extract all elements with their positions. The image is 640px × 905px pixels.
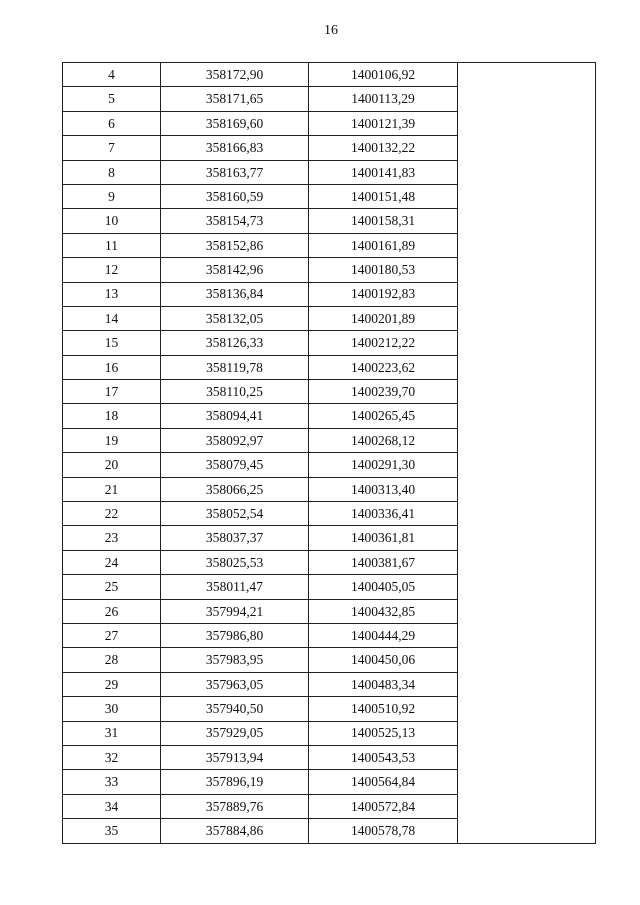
y-coordinate-cell: 1400313,40 [309,477,458,501]
x-coordinate-cell: 358066,25 [161,477,309,501]
y-coordinate-cell: 1400444,29 [309,623,458,647]
point-number-cell: 25 [63,575,161,599]
x-coordinate-cell: 358126,33 [161,331,309,355]
y-coordinate-cell: 1400151,48 [309,184,458,208]
x-coordinate-cell: 357884,86 [161,819,309,843]
coordinates-table [62,62,596,844]
point-number-cell: 12 [63,258,161,282]
point-number-cell: 29 [63,672,161,696]
x-coordinate-cell: 358119,78 [161,355,309,379]
x-coordinate-cell: 358142,96 [161,258,309,282]
x-coordinate-cell: 358136,84 [161,282,309,306]
point-number-cell: 17 [63,380,161,404]
x-coordinate-cell: 357929,05 [161,721,309,745]
y-coordinate-cell: 1400381,67 [309,550,458,574]
point-number-cell: 6 [63,111,161,135]
x-coordinate-cell: 358052,54 [161,502,309,526]
y-coordinate-cell: 1400212,22 [309,331,458,355]
x-coordinate-cell: 358110,25 [161,380,309,404]
x-coordinate-cell: 357994,21 [161,599,309,623]
point-number-cell: 20 [63,453,161,477]
x-coordinate-cell: 358172,90 [161,63,309,87]
y-coordinate-cell: 1400239,70 [309,380,458,404]
y-coordinate-cell: 1400525,13 [309,721,458,745]
y-coordinate-cell: 1400564,84 [309,770,458,794]
x-coordinate-cell: 358163,77 [161,160,309,184]
x-coordinate-cell: 358152,86 [161,233,309,257]
point-number-cell: 9 [63,184,161,208]
x-coordinate-cell: 358037,37 [161,526,309,550]
point-number-cell: 34 [63,794,161,818]
y-coordinate-cell: 1400483,34 [309,672,458,696]
y-coordinate-cell: 1400432,85 [309,599,458,623]
x-coordinate-cell: 357940,50 [161,697,309,721]
page-number: 16 [324,23,338,38]
x-coordinate-cell: 358169,60 [161,111,309,135]
point-number-cell: 30 [63,697,161,721]
y-coordinate-cell: 1400192,83 [309,282,458,306]
point-number-cell: 22 [63,502,161,526]
point-number-cell: 32 [63,745,161,769]
point-number-cell: 28 [63,648,161,672]
point-number-cell: 14 [63,306,161,330]
x-coordinate-cell: 358094,41 [161,404,309,428]
point-number-cell: 15 [63,331,161,355]
x-coordinate-cell: 358025,53 [161,550,309,574]
x-coordinate-cell: 358011,47 [161,575,309,599]
point-number-cell: 10 [63,209,161,233]
point-number-cell: 19 [63,428,161,452]
table-row [63,63,596,87]
y-coordinate-cell: 1400106,92 [309,63,458,87]
point-number-cell: 24 [63,550,161,574]
point-number-cell: 26 [63,599,161,623]
point-number-cell: 31 [63,721,161,745]
x-coordinate-cell: 358092,97 [161,428,309,452]
y-coordinate-cell: 1400121,39 [309,111,458,135]
point-number-cell: 8 [63,160,161,184]
y-coordinate-cell: 1400113,29 [309,87,458,111]
coordinates-table-body [63,63,596,844]
point-number-cell: 35 [63,819,161,843]
y-coordinate-cell: 1400450,06 [309,648,458,672]
x-coordinate-cell: 357896,19 [161,770,309,794]
point-number-cell: 5 [63,87,161,111]
y-coordinate-cell: 1400405,05 [309,575,458,599]
y-coordinate-cell: 1400268,12 [309,428,458,452]
y-coordinate-cell: 1400180,53 [309,258,458,282]
y-coordinate-cell: 1400543,53 [309,745,458,769]
point-number-cell: 23 [63,526,161,550]
y-coordinate-cell: 1400201,89 [309,306,458,330]
y-coordinate-cell: 1400223,62 [309,355,458,379]
point-number-cell: 4 [63,63,161,87]
x-coordinate-cell: 357913,94 [161,745,309,769]
point-number-cell: 16 [63,355,161,379]
y-coordinate-cell: 1400161,89 [309,233,458,257]
x-coordinate-cell: 358171,65 [161,87,309,111]
point-number-cell: 33 [63,770,161,794]
x-coordinate-cell: 357889,76 [161,794,309,818]
y-coordinate-cell: 1400336,41 [309,502,458,526]
x-coordinate-cell: 358160,59 [161,184,309,208]
point-number-cell: 11 [63,233,161,257]
point-number-cell: 13 [63,282,161,306]
x-coordinate-cell: 357963,05 [161,672,309,696]
y-coordinate-cell: 1400265,45 [309,404,458,428]
x-coordinate-cell: 358132,05 [161,306,309,330]
y-coordinate-cell: 1400158,31 [309,209,458,233]
x-coordinate-cell: 357986,80 [161,623,309,647]
y-coordinate-cell: 1400361,81 [309,526,458,550]
x-coordinate-cell: 357983,95 [161,648,309,672]
y-coordinate-cell: 1400132,22 [309,136,458,160]
point-number-cell: 18 [63,404,161,428]
y-coordinate-cell: 1400572,84 [309,794,458,818]
x-coordinate-cell: 358079,45 [161,453,309,477]
x-coordinate-cell: 358166,83 [161,136,309,160]
x-coordinate-cell: 358154,73 [161,209,309,233]
y-coordinate-cell: 1400141,83 [309,160,458,184]
y-coordinate-cell: 1400578,78 [309,819,458,843]
point-number-cell: 27 [63,623,161,647]
empty-merged-cell [458,63,596,844]
point-number-cell: 7 [63,136,161,160]
point-number-cell: 21 [63,477,161,501]
y-coordinate-cell: 1400510,92 [309,697,458,721]
y-coordinate-cell: 1400291,30 [309,453,458,477]
